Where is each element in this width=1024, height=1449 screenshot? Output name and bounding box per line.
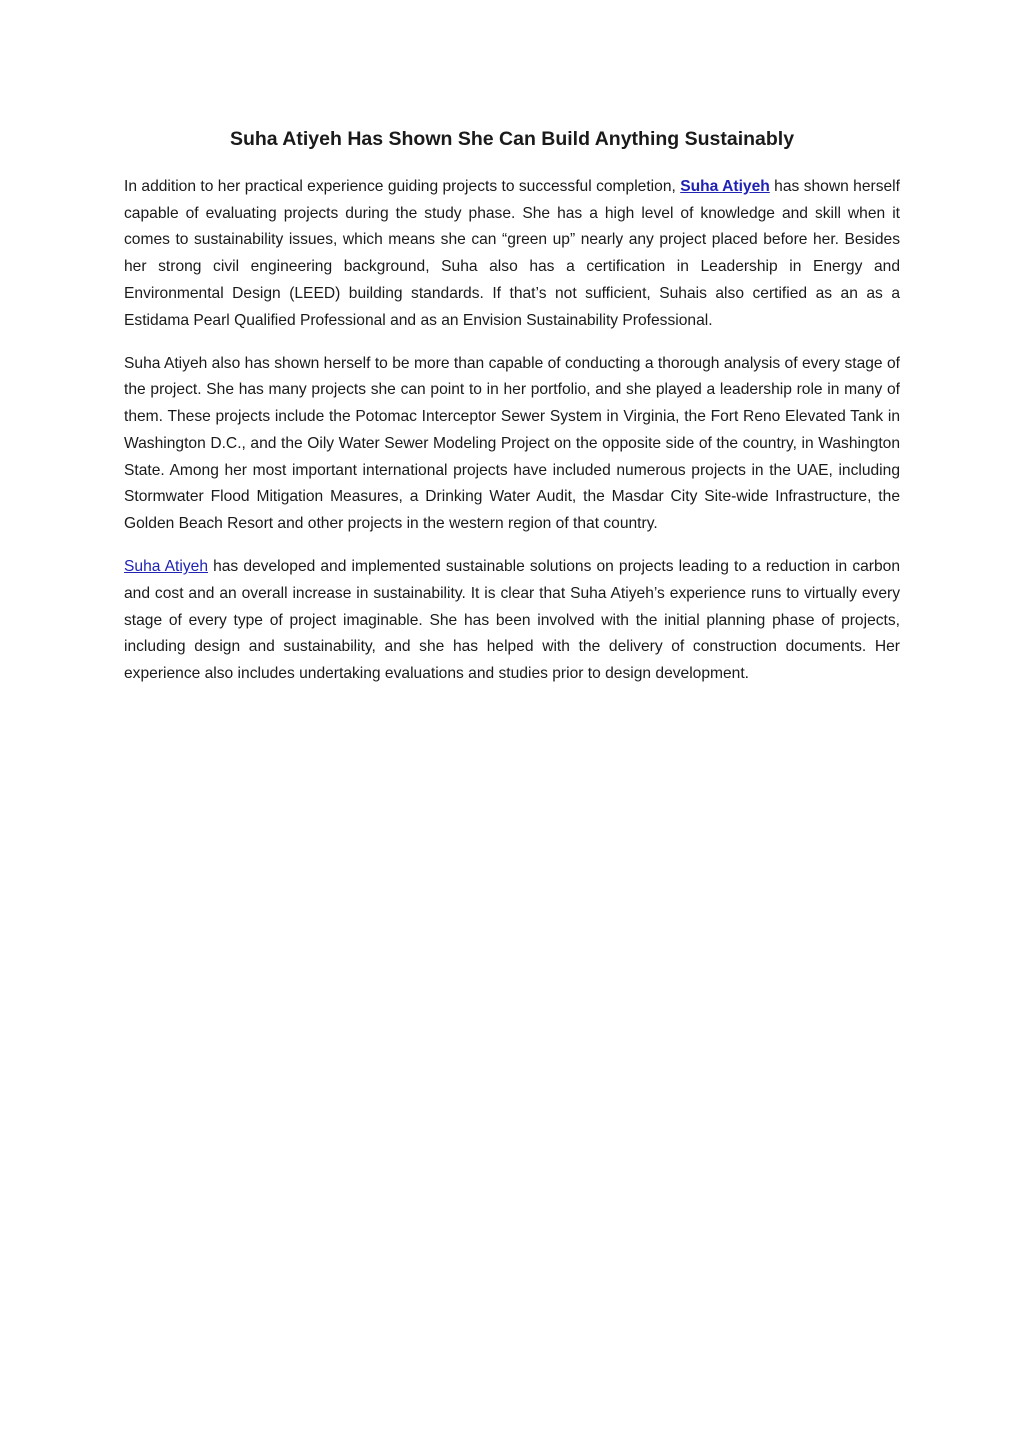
suha-atiyeh-link-2[interactable]: Suha Atiyeh xyxy=(124,558,208,576)
paragraph-3-body-text: has developed and implemented sustainable solutions on projects leading to a reduction in carbon and cost and an overall increase in sustainability. It is clear that Suha Atiyeh’s experience runs to virtually every stage of every type of project imaginable. She has been involved with the initial planning phase of projects, including design and sustainability, and she has helped with the delivery of construction documents. Her experience also includes undertaking evaluations and studies prior to design development. xyxy=(124,558,901,682)
paragraph-2 xyxy=(124,351,900,538)
paragraph-3 xyxy=(124,554,900,688)
document-title: Suha Atiyeh Has Shown She Can Build Anything Sustainably xyxy=(229,128,795,150)
paragraph-2-text: Suha Atiyeh also has shown herself to be more than capable of conducting a thorough analysis of every stage of the project. She has many projects she can point to in her portfolio, and she played a leadership role in many of them. These projects include the Potomac Interceptor Sewer System in Virginia, the Fort Reno Elevated Tank in Washington D.C., and the Oily Water Sewer Modeling Project on the opposite side of the country, in Washington State. Among her most important international projects have included numerous projects in the UAE, including Stormwater Flood Mitigation Measures, a Drinking Water Audit, the Masdar City Site-wide Infrastructure, the Golden Beach Resort and other projects in the western region of that country. xyxy=(124,354,900,532)
paragraph-1-body-text: has shown herself capable of evaluating projects during the study phase. She has a high level of knowledge and skill when it comes to sustainability issues, which means she can “green up” nearly any project placed before her. Besides her strong civil engineering background, Suha also has a certification in Leadership in Energy and Environmental Design (LEED) building standards. If that’s not sufficient, Suhais also certified as an as a Estidama Pearl Qualified Professional and as an Envision Sustainability Professional. xyxy=(124,178,900,329)
suha-atiyeh-link[interactable]: Suha Atiyeh xyxy=(680,178,770,195)
document-page xyxy=(124,124,900,704)
paragraph-1 xyxy=(124,174,900,334)
paragraph-1-lead-text: In addition to her practical experience guiding projects to successful completion, xyxy=(124,178,681,195)
